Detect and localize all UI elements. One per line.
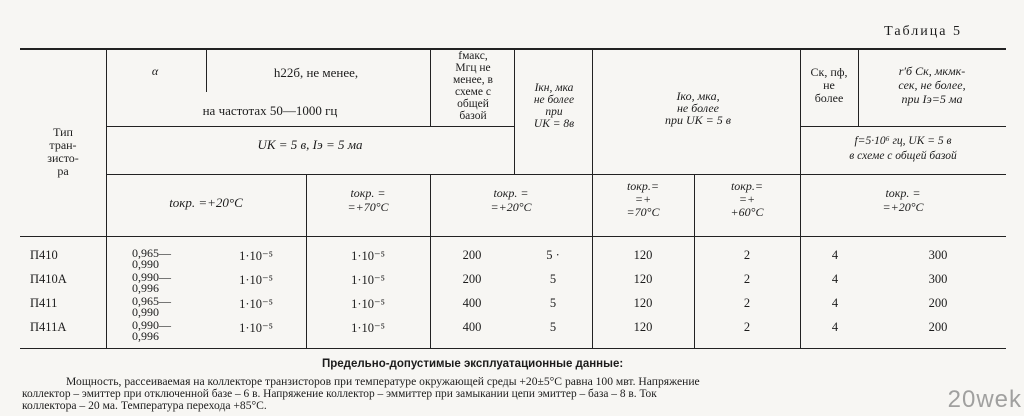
h22-70-cell: 1·10⁻⁵ [351, 273, 385, 287]
temp-5: tокр.= =+ +60°С [730, 179, 764, 219]
iko-20-cell: 120 [633, 272, 653, 286]
ikn-cell: 5 [549, 320, 557, 334]
rck-header: r′б Ск, мкмк- сек, не более, при Iэ=5 ма [898, 64, 966, 106]
freq-note: на частотах 50—1000 гц [202, 103, 338, 118]
h22-70-cell: 1·10⁻⁵ [351, 249, 385, 263]
type-cell: П411 [30, 296, 58, 310]
alpha-cell [132, 248, 171, 270]
temp-1: tокр. =+20°С [169, 195, 243, 210]
iko-60-cell: 2 [743, 272, 751, 286]
ikn-cell: 5 [549, 272, 557, 286]
type-header: Тип тран- зисто- ра [47, 125, 79, 178]
iko-60-cell: 2 [743, 296, 751, 310]
ikn-header: Iкн, мка не более при UК = 8в [533, 82, 575, 130]
rule-bottom [20, 348, 1006, 349]
ck-cell: 4 [831, 248, 839, 262]
alpha-max: 0,990 [132, 305, 159, 319]
alpha-min: 0,990— [132, 318, 171, 332]
fmax-cell: 400 [462, 296, 482, 310]
alpha-header: α [151, 64, 159, 78]
alpha-cell [132, 296, 171, 318]
ck-cell: 4 [831, 296, 839, 310]
fmax-cell: 200 [462, 248, 482, 262]
rule-v-alpha [206, 48, 207, 92]
footer-line-3: коллектора – 20 ма. Температура перехода +85°С. [22, 399, 267, 412]
fmax-cell: 400 [462, 320, 482, 334]
alpha-min: 0,965— [132, 246, 171, 260]
type-cell: П410А [30, 272, 67, 286]
ikn-cell: 5 [549, 296, 557, 310]
iko-20-cell: 120 [633, 248, 653, 262]
rule-v-h22 [430, 48, 431, 126]
ck-cell: 4 [831, 320, 839, 334]
iko-20-cell: 120 [633, 320, 653, 334]
type-cell: П410 [30, 248, 58, 262]
iko-header: Iко, мка, не более при UК = 5 в [665, 89, 731, 127]
h22-20-cell: 1·10⁻⁵ [239, 249, 273, 263]
h22-header: h22б, не менее, [273, 65, 359, 80]
watermark-logo: 20wek [947, 386, 1022, 413]
type-cell: П411А [30, 320, 67, 334]
temp-3: tокр. = =+20°С [490, 186, 532, 214]
rule-v-fmax [514, 48, 515, 174]
rck-cell: 300 [928, 272, 948, 286]
h22-70-cell: 1·10⁻⁵ [351, 321, 385, 335]
alpha-cell [132, 320, 171, 342]
h22-70-cell: 1·10⁻⁵ [351, 297, 385, 311]
fmax-cell: 200 [462, 272, 482, 286]
rule-v-ikn [592, 48, 593, 174]
h22-20-cell: 1·10⁻⁵ [239, 273, 273, 287]
rule-cond [106, 174, 1006, 175]
cond-left: UК = 5 в, Iэ = 5 ма [257, 137, 363, 152]
alpha-max: 0,996 [132, 281, 159, 295]
fmax-header: fмакс, Мгц не менее, в схеме с общей базой [453, 50, 493, 122]
cond-right: f=5·10⁶ гц, UК = 5 в в схеме с общей базой [849, 135, 957, 162]
alpha-cell [132, 272, 171, 294]
iko-60-cell: 2 [743, 320, 751, 334]
rck-cell: 200 [928, 320, 948, 334]
iko-20-cell: 120 [633, 296, 653, 310]
temp-2: tокр. = =+70°С [347, 186, 389, 214]
temp-6: tокр. = =+20°С [882, 186, 924, 214]
ck-cell: 4 [831, 272, 839, 286]
footer-heading: Предельно-допустимые эксплуатационные данные: [322, 358, 624, 370]
rck-cell: 300 [928, 248, 948, 262]
rck-cell: 200 [928, 296, 948, 310]
h22-20-cell: 1·10⁻⁵ [239, 297, 273, 311]
temp-4: tокр.= =+ =70°С [626, 179, 660, 219]
rule-header-mid-left [106, 126, 515, 127]
alpha-max: 0,996 [132, 329, 159, 343]
footer-line-2: коллектор – эмиттер при отключенной базе – 6 в. Напряжение коллектор – эммиттер при замыкании цепи эмиттер – база – 8 в. Ток [22, 388, 657, 400]
rule-header-mid-right [800, 126, 1006, 127]
alpha-max: 0,990 [132, 257, 159, 271]
alpha-min: 0,965— [132, 294, 171, 308]
alpha-min: 0,990— [132, 270, 171, 284]
ck-header: Ск, пф, не более [810, 65, 848, 105]
h22-20-cell: 1·10⁻⁵ [239, 321, 273, 335]
ikn-cell: 5 · [546, 248, 560, 262]
footer-line-1: Мощность, рассеиваемая на коллекторе транзисторов при температуре окружающей среды +20±5°С равна 100 мвт. Напряжение [66, 375, 700, 388]
iko-60-cell: 2 [743, 248, 751, 262]
table-title: Таблица 5 [884, 24, 962, 39]
rule-temps [20, 236, 1006, 237]
